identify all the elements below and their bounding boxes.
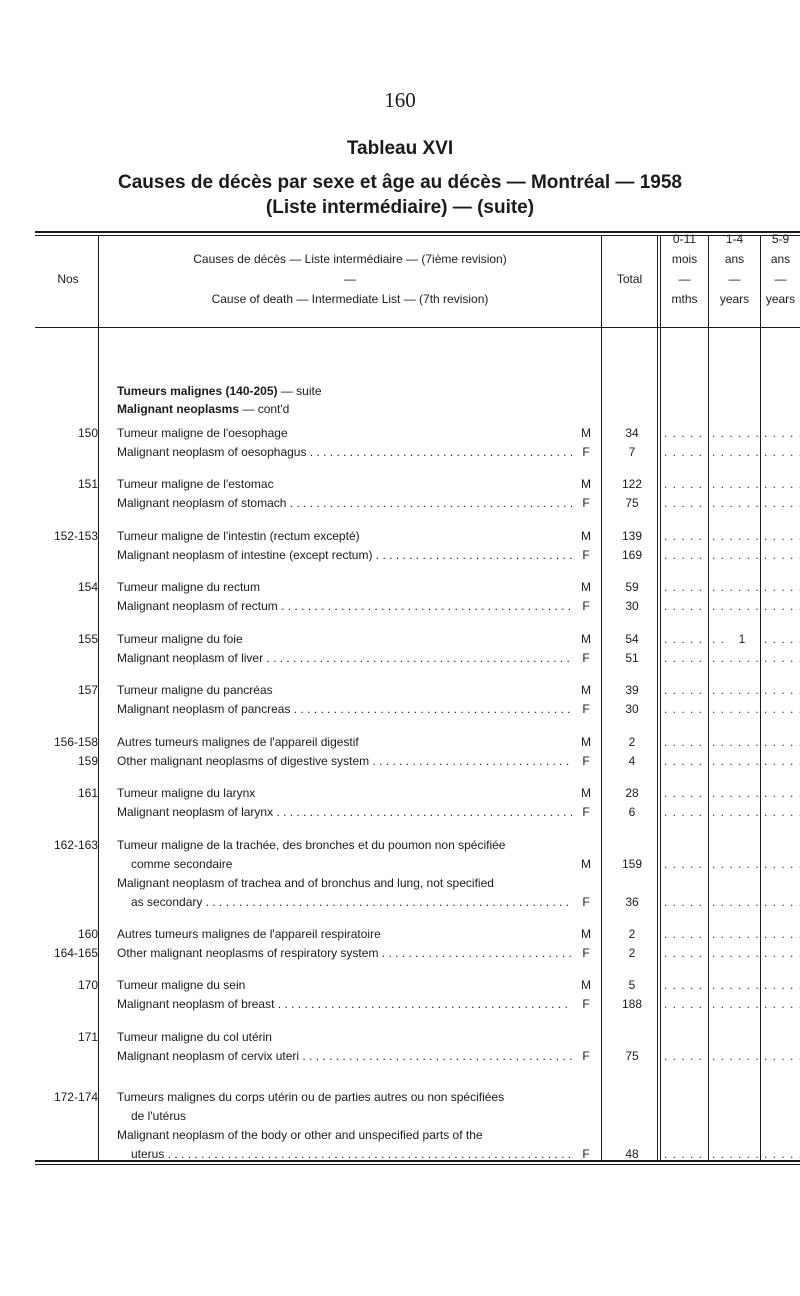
cause-fr: Tumeur maligne de l'oesophage: [117, 426, 288, 440]
age1-male-empty: [664, 925, 706, 944]
row-number: 170: [77, 978, 98, 992]
header-age1-dash: —: [678, 272, 691, 286]
col-rule-age2: [760, 235, 761, 1162]
age2-male-empty: [712, 976, 758, 995]
cause-fr: Autres tumeurs malignes de l'appareil respiratoire: [117, 927, 381, 941]
age1-male-empty: [664, 681, 706, 700]
sex-male: M: [581, 529, 591, 543]
age3-female-empty: [764, 546, 800, 565]
age1-male-empty: [664, 733, 706, 752]
age2-female-empty: [712, 597, 758, 616]
age2-female-empty: [712, 1047, 758, 1066]
sex-male: M: [581, 426, 591, 440]
header-age2-unit-en: years: [719, 292, 750, 306]
age1-female-empty: [664, 803, 706, 822]
age1-male-empty: [664, 976, 706, 995]
total-male: 139: [621, 529, 643, 543]
section-heading-fr: [117, 382, 322, 401]
age3-female-empty: [764, 1047, 800, 1066]
section-suffix-en: — cont'd: [239, 402, 290, 416]
sex-male: M: [581, 857, 591, 871]
row-number-secondary: 164-165: [53, 946, 98, 960]
age3-male-empty: [764, 527, 800, 546]
age3-male-empty: [764, 976, 800, 995]
sex-female: F: [582, 946, 590, 960]
row-number: 161: [77, 786, 98, 800]
row-number: 151: [77, 477, 98, 491]
total-female: 36: [625, 895, 639, 909]
row-number: 154: [77, 580, 98, 594]
total-female: 169: [621, 548, 643, 562]
age3-female-empty: [764, 649, 800, 668]
age3-female-empty: [764, 700, 800, 719]
total-female: 4: [628, 754, 636, 768]
sex-male: M: [581, 735, 591, 749]
age1-male-empty: [664, 475, 706, 494]
age3-female-empty: [764, 597, 800, 616]
age3-female-empty: [764, 752, 800, 771]
header-age3-unit-fr: ans: [770, 252, 791, 266]
row-number-secondary: 159: [77, 754, 98, 768]
header-age3-unit-en: years: [765, 292, 796, 306]
total-male: 39: [625, 683, 639, 697]
col-rule-age1: [708, 235, 709, 1162]
age2-female-empty: [712, 649, 758, 668]
row-number: 162-163: [53, 838, 98, 852]
age2-female-empty: [712, 944, 758, 963]
total-female: 75: [625, 1049, 639, 1063]
age2-female-empty: [712, 893, 758, 912]
cause-en: Malignant neoplasm of stomach . . .: [117, 494, 572, 513]
cause-fr: Tumeur maligne de l'estomac: [117, 477, 274, 491]
age1-female-empty: [664, 494, 706, 513]
age1-female-empty: [664, 649, 706, 668]
total-male: 28: [625, 786, 639, 800]
total-male: 159: [621, 857, 643, 871]
age2-male-empty: [712, 681, 758, 700]
age1-male-empty: [664, 630, 706, 649]
header-age3-dash: —: [774, 272, 787, 286]
age2-female-empty: [712, 803, 758, 822]
age2-female-empty: [712, 546, 758, 565]
total-female: 6: [628, 805, 636, 819]
cause-fr-cont: de l'utérus: [131, 1109, 186, 1123]
header-age1-unit-en: mths: [671, 292, 698, 306]
row-number: 172-174: [53, 1090, 98, 1104]
age1-female-empty: [664, 752, 706, 771]
page-number: 160: [384, 88, 416, 112]
cause-en: Malignant neoplasm of intestine (except rectum) . . .: [117, 546, 572, 565]
age1-male-empty: [664, 578, 706, 597]
sex-female: F: [582, 496, 590, 510]
sex-female: F: [582, 702, 590, 716]
age1-female-empty: [664, 944, 706, 963]
header-age2-dash: —: [728, 272, 741, 286]
age2-female-empty: [712, 700, 758, 719]
row-number: 157: [77, 683, 98, 697]
bottom-rule-thin: [35, 1164, 800, 1165]
age1-male-empty: [664, 784, 706, 803]
cause-en: Malignant neoplasm of cervix uteri . . .: [117, 1047, 572, 1066]
age3-female-empty: [764, 944, 800, 963]
cause-en: Other malignant neoplasms of digestive system . . .: [117, 752, 572, 771]
sex-female: F: [582, 895, 590, 909]
age2-male-empty: [712, 424, 758, 443]
table-subtitle-line2: (Liste intermédiaire) — (suite): [265, 197, 535, 218]
sex-female: F: [582, 1049, 590, 1063]
total-male: 5: [628, 978, 636, 992]
age1-female-empty: [664, 443, 706, 462]
section-title-en: Malignant neoplasms: [117, 402, 240, 416]
age1-female-empty: [664, 1145, 706, 1164]
header-age3-range: 5-9: [771, 232, 790, 246]
header-rule: [35, 327, 800, 328]
row-number: 155: [77, 632, 98, 646]
total-female: 2: [628, 946, 636, 960]
cause-en: Malignant neoplasm of trachea and of bronchus and lung, not specified: [117, 876, 494, 890]
age3-male-empty: [764, 578, 800, 597]
cause-en: Other malignant neoplasms of respiratory system . . .: [117, 944, 572, 963]
age3-male-empty: [764, 630, 800, 649]
age3-male-empty: [764, 784, 800, 803]
cause-fr: Tumeur maligne du col utérin: [117, 1030, 272, 1044]
cause-fr: Tumeur maligne de l'intestin (rectum excepté): [117, 529, 360, 543]
age2-female-empty: [712, 1145, 758, 1164]
col-rule-cause: [601, 235, 602, 1162]
total-male: 59: [625, 580, 639, 594]
age2-female-empty: [712, 443, 758, 462]
sex-male: M: [581, 632, 591, 646]
col-rule-total-a: [657, 235, 658, 1162]
total-male: 122: [621, 477, 643, 491]
sex-female: F: [582, 997, 590, 1011]
cause-fr: Tumeur maligne de la trachée, des bronches et du poumon non spécifiée: [117, 838, 506, 852]
age3-female-empty: [764, 893, 800, 912]
age3-male-empty: [764, 424, 800, 443]
header-age1-range: 0-11: [672, 232, 697, 246]
sex-female: F: [582, 754, 590, 768]
header-cause-en: Cause of death — Intermediate List — (7th revision): [211, 292, 489, 306]
age3-female-empty: [764, 443, 800, 462]
cause-fr: Tumeur maligne du foie: [117, 632, 243, 646]
table-title: Tableau XVI: [346, 138, 454, 159]
row-number: 160: [77, 927, 98, 941]
table-subtitle-line1: Causes de décès par sexe et âge au décès — Montréal — 1958: [118, 172, 682, 193]
cause-fr: Tumeur maligne du sein: [117, 978, 246, 992]
age3-female-empty: [764, 494, 800, 513]
sex-male: M: [581, 477, 591, 491]
age3-female-empty: [764, 995, 800, 1014]
age2-female-empty: [712, 995, 758, 1014]
cause-fr: Tumeur maligne du pancréas: [117, 683, 273, 697]
sex-male: M: [581, 786, 591, 800]
age1-female-empty: [664, 1047, 706, 1066]
age2-male-empty: [712, 925, 758, 944]
total-male: 34: [625, 426, 639, 440]
sex-female: F: [582, 445, 590, 459]
total-female: 30: [625, 702, 639, 716]
age1-male-empty: [664, 527, 706, 546]
section-title-fr: Tumeurs malignes (140-205): [117, 384, 278, 398]
age3-female-empty: [764, 803, 800, 822]
age1-male-empty: [664, 855, 706, 874]
total-female: 75: [625, 496, 639, 510]
header-age1-unit-fr: mois: [671, 252, 698, 266]
age1-female-empty: [664, 995, 706, 1014]
age2-male-empty: [712, 784, 758, 803]
sex-female: F: [582, 651, 590, 665]
header-total: Total: [616, 272, 643, 286]
total-male: 54: [625, 632, 639, 646]
sex-male: M: [581, 978, 591, 992]
cause-en: Malignant neoplasm of larynx . . .: [117, 803, 572, 822]
cause-fr: Tumeurs malignes du corps utérin ou de parties autres ou non spécifiées: [117, 1090, 505, 1104]
header-nos: Nos: [57, 272, 79, 286]
row-number: 150: [77, 426, 98, 440]
cause-fr-cont: comme secondaire: [131, 857, 233, 871]
age1-female-empty: [664, 546, 706, 565]
row-number: 171: [77, 1030, 98, 1044]
row-number: 152-153: [53, 529, 98, 543]
cause-en: Malignant neoplasm of oesophagus . . .: [117, 443, 572, 462]
age3-male-empty: [764, 681, 800, 700]
age3-male-empty: [764, 733, 800, 752]
age2-female-empty: [712, 494, 758, 513]
sex-female: F: [582, 805, 590, 819]
age3-male-empty: [764, 855, 800, 874]
cause-en-cont: uterus . . .: [131, 1145, 571, 1164]
total-female: 51: [625, 651, 639, 665]
col-rule-total-b: [660, 235, 661, 1162]
cause-en: Malignant neoplasm of breast . . .: [117, 995, 572, 1014]
age2-male-empty: [712, 733, 758, 752]
section-suffix-fr: — suite: [277, 384, 322, 398]
total-female: 7: [628, 445, 636, 459]
cause-fr: Tumeur maligne du larynx: [117, 786, 256, 800]
header-age2-unit-fr: ans: [724, 252, 745, 266]
cause-en-cont: as secondary . . .: [131, 893, 571, 912]
age3-male-empty: [764, 475, 800, 494]
age2-male-lead: [712, 630, 728, 649]
age2-male-empty: [712, 475, 758, 494]
total-male: 2: [628, 735, 636, 749]
cause-en: Malignant neoplasm of liver . . .: [117, 649, 572, 668]
age2-male-empty: [712, 855, 758, 874]
cause-fr: Tumeur maligne du rectum: [117, 580, 260, 594]
header-age2-range: 1-4: [725, 232, 744, 246]
age2-male-value: 1: [738, 632, 746, 646]
row-number: 156-158: [53, 735, 98, 749]
header-cause-dash: —: [344, 272, 356, 286]
age1-female-empty: [664, 700, 706, 719]
age3-female-empty: [764, 1145, 800, 1164]
cause-en: Malignant neoplasm of rectum . . .: [117, 597, 572, 616]
age2-male-empty: [712, 527, 758, 546]
total-male: 2: [628, 927, 636, 941]
age1-male-empty: [664, 424, 706, 443]
total-female: 48: [625, 1147, 639, 1161]
total-female: 188: [621, 997, 643, 1011]
cause-en: Malignant neoplasm of pancreas . . .: [117, 700, 572, 719]
cause-en: Malignant neoplasm of the body or other and unspecified parts of the: [117, 1128, 483, 1142]
age1-female-empty: [664, 597, 706, 616]
sex-female: F: [582, 599, 590, 613]
cause-fr: Autres tumeurs malignes de l'appareil digestif: [117, 735, 359, 749]
age3-male-empty: [764, 925, 800, 944]
col-rule-nos: [98, 235, 99, 1162]
section-heading-en: [117, 400, 289, 419]
header-cause-fr: Causes de décès — Liste intermédiaire — (7ième revision): [193, 252, 507, 266]
age1-female-empty: [664, 893, 706, 912]
sex-male: M: [581, 927, 591, 941]
sex-male: M: [581, 580, 591, 594]
sex-female: F: [582, 548, 590, 562]
age2-male-empty: [712, 578, 758, 597]
age2-female-empty: [712, 752, 758, 771]
sex-male: M: [581, 683, 591, 697]
sex-female: F: [582, 1147, 590, 1161]
total-female: 30: [625, 599, 639, 613]
